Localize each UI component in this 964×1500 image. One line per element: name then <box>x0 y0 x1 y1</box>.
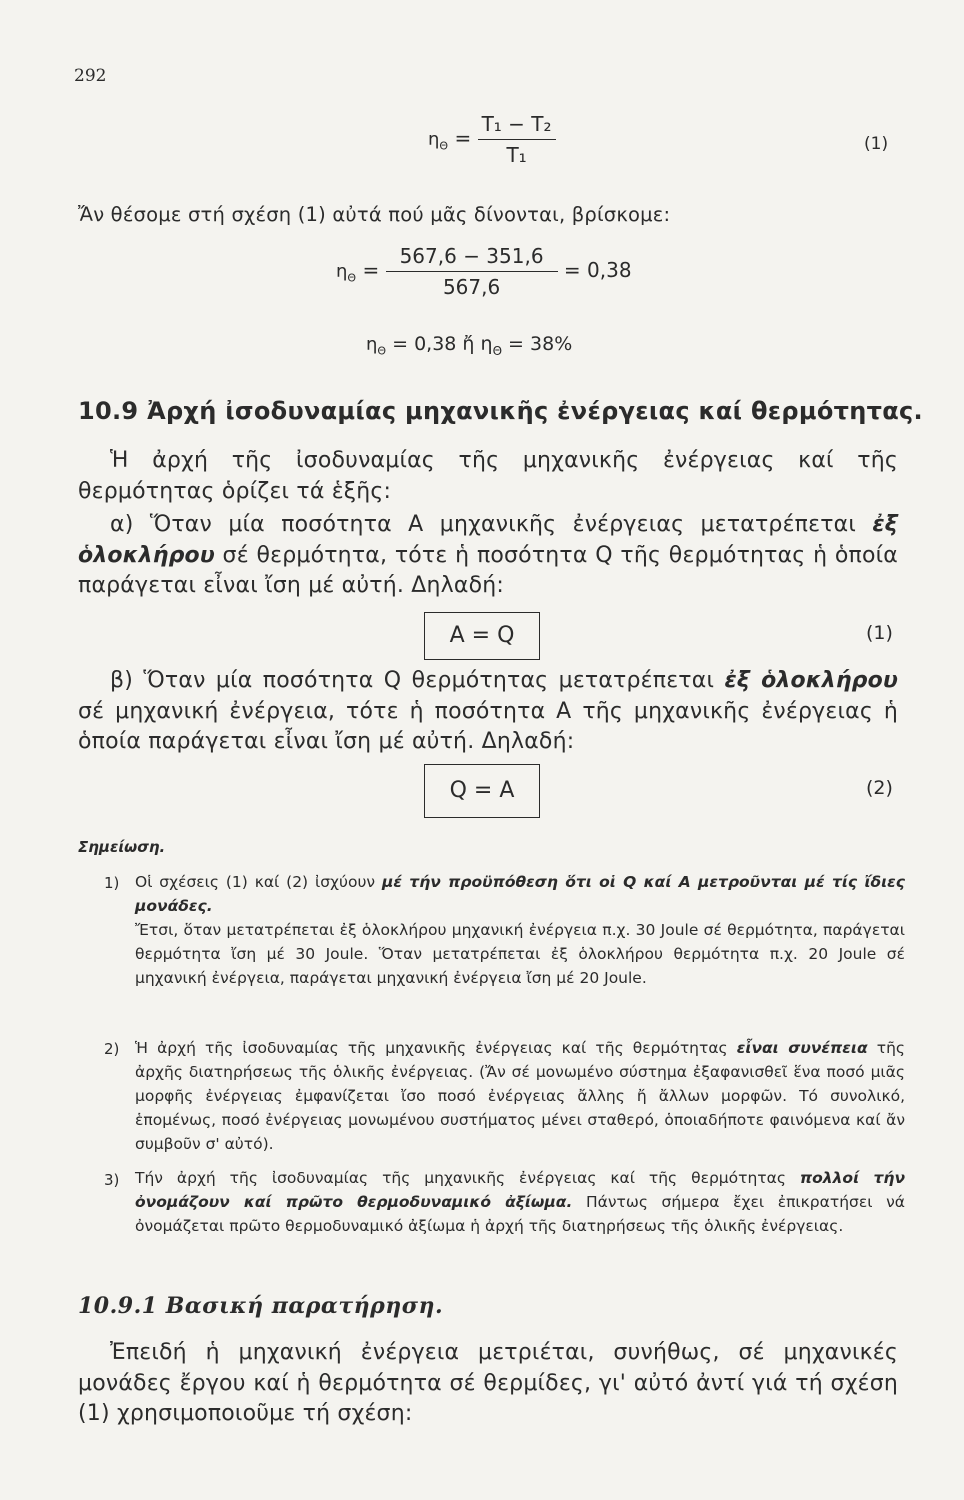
emphasis: εἶναι συνέπεια <box>736 1039 868 1057</box>
emphasis: ἐξ ὁλοκλήρου <box>724 668 898 693</box>
section-title: Ἀρχή ἰσοδυναμίας μηχανικῆς ἐνέργειας καί θερμότητας. <box>147 397 923 425</box>
case-b-paragraph: β) Ὅταν μία ποσότητα Q θερμότητας μετατρέπεται ἐξ ὁλοκλήρου σέ μηχανική ἐνέργεια, τότε ἡ ποσότητα A τῆς μηχανικῆς ἐνέργειας ἡ ὁποία παράγεται εἶναι ἴση μέ αὐτή. Δηλαδή: <box>78 668 898 754</box>
equation-box: A = Q <box>424 612 540 660</box>
note-number: 2) <box>104 1040 120 1058</box>
emphasis: πολλοί τήν ὀνομάζουν καί πρῶτο θερμοδυναμικό ἀξίωμα. <box>135 1169 906 1211</box>
fraction <box>478 112 556 167</box>
equation-label: (1) <box>864 134 889 154</box>
subsection-title: Βασική παρατήρηση. <box>165 1293 444 1319</box>
equation-label: (2) <box>866 777 893 799</box>
calculation-formula <box>336 244 632 299</box>
case-a-paragraph: α) Ὅταν μία ποσότητα A μηχανικῆς ἐνέργειας μετατρέπεται ἐξ ὁλοκλήρου σέ θερμότητα, τότε ἡ ποσότητα Q τῆς θερμότητας ἡ ὁποία παράγεται εἶναι ἴση μέ αὐτή. Δηλαδή: <box>78 512 898 598</box>
note-item: Οἱ σχέσεις (1) καί (2) ἰσχύουν μέ τήν προϋπόθεση ὅτι οἱ Q καί A μετροῦνται μέ τίς ἴδιες μονάδες. Ἔτσι, ὅταν μετατρέπεται ἐξ ὁλοκλήρου μηχανική ἐνέργεια π.χ. 30 Joule σέ θερμότητα, παράγεται θερμότητα ἴση μέ 30 Joule. Ὅταν μετατρέπεται ἐξ ὁλοκλήρου θερμότητα π.χ. 20 Joule σέ μηχανική ἐνέργεια, παράγεται μηχανική ἐνέργεια ἴση μέ 20 Joule. <box>135 873 905 987</box>
final-paragraph: Ἐπειδή ἡ μηχανική ἐνέργεια μετριέται, συνήθως, σέ μηχανικές μονάδες ἔργου καί ἡ θερμότητα σέ θερμίδες, γι' αὐτό ἀντί γιά τή σχέση (1) χρησιμοποιοῦμε τή σχέση: <box>78 1340 898 1426</box>
equation-box: Q = A <box>424 764 540 818</box>
note-item: Τήν ἀρχή τῆς ἰσοδυναμίας τῆς μηχανικῆς ἐνέργειας καί τῆς θερμότητας πολλοί τήν ὀνομάζουν καί πρῶτο θερμοδυναμικό ἀξίωμα. Πάντως σήμερα ἔχει ἐπικρατήσει νά ὀνομάζεται πρῶτο θερμοδυναμικό ἀξίωμα ἡ ἀρχή τῆς διατηρήσεως τῆς ὁλικῆς ἐνέργειας. <box>135 1169 906 1235</box>
note-item: Ἡ ἀρχή τῆς ἰσοδυναμίας τῆς μηχανικῆς ἐνέργειας καί τῆς θερμότητας εἶναι συνέπεια τῆς ἀρχῆς διατηρήσεως τῆς ὁλικῆς ἐνέργειας. (Ἄν σέ μονωμένο σύστημα ἐξαφανισθεῖ ἕνα ποσό μιᾶς μορφῆς ἐνέργειας ἐμφανίζεται ἴσο ποσό ἐνέργειας ἄλλης ἤ ἄλλων μορφῶν. Τό συνολικό, ἑπομένως, ποσό ἐνέργειας μονωμένου συστήματος μένει σταθερό, ὁποιαδήποτε φαινόμενα καί ἄν συμβοῦν σ' αὐτό). <box>135 1039 905 1153</box>
efficiency-symbol: $\eta_\Theta$ <box>428 129 449 153</box>
efficiency-formula <box>428 112 556 167</box>
emphasis: μέ τήν προϋπόθεση ὅτι οἱ Q καί A μετροῦνται μέ τίς ἴδιες μονάδες. <box>135 873 905 915</box>
intro-paragraph: Ἡ ἀρχή τῆς ἰσοδυναμίας τῆς μηχανικῆς ἐνέργειας καί τῆς θερμότητας ὁρίζει τά ἑξῆς: <box>78 448 898 504</box>
page-number: 292 <box>74 66 107 86</box>
calculation-result: = 0,38 <box>563 258 632 282</box>
subsection-heading <box>78 1293 443 1319</box>
note-number: 3) <box>104 1171 120 1189</box>
equals-sign: = <box>454 126 472 150</box>
emphasis: ἐξ ὁλοκλήρου <box>78 512 898 568</box>
equation-label: (1) <box>866 622 893 644</box>
result-formula: $\eta_\Theta = 0,38$ ἤ $\eta_\Theta = 38\%$ <box>366 333 573 358</box>
equals-sign: = <box>362 258 380 282</box>
note-title: Σημείωση. <box>78 838 166 856</box>
note-number: 1) <box>104 874 120 892</box>
efficiency-symbol: $\eta_\Theta$ <box>366 334 387 358</box>
fraction-denominator: 567,6 <box>442 275 501 299</box>
efficiency-symbol: $\eta_\Theta$ <box>336 261 357 285</box>
section-number: 10.9 <box>78 397 139 425</box>
section-heading <box>78 397 923 425</box>
fraction-denominator: T₁ <box>506 143 527 167</box>
fraction <box>386 244 558 299</box>
fraction-numerator: 567,6 − 351,6 <box>386 244 558 272</box>
fraction-numerator: T₁ − T₂ <box>478 112 556 140</box>
subsection-number: 10.9.1 <box>78 1293 158 1319</box>
intro-sentence: Ἄν θέσομε στή σχέση (1) αὐτά πού μᾶς δίνονται, βρίσκομε: <box>78 203 671 226</box>
